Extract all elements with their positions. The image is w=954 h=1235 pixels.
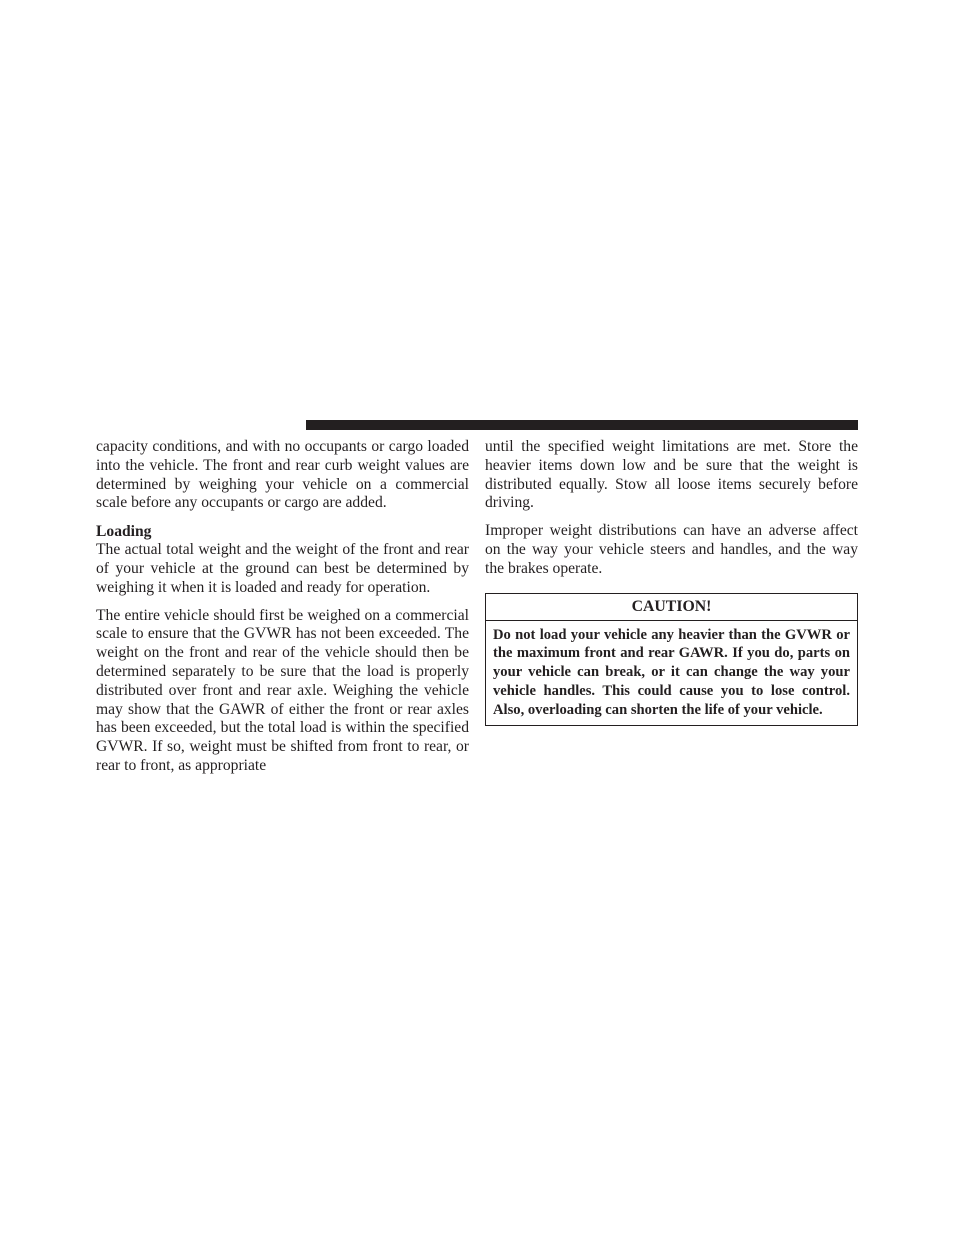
left-column	[96, 438, 469, 776]
distribution-paragraph: Improper weight distributions can have an adverse affect on the way your vehicle steers and handles, and the way the brakes operate.	[485, 522, 858, 577]
intro-paragraph: capacity conditions, and with no occupants or cargo loaded into the vehicle. The front and rear curb weight values are determined by weighing your vehicle on a commercial scale before any occupants or cargo are added.	[96, 438, 469, 512]
caution-title: CAUTION!	[486, 594, 857, 621]
continuation-paragraph: until the specified weight limitations are met. Store the heavier items down low and be sure that the weight is distributed equally. Stow all loose items securely before driving.	[485, 438, 858, 512]
loading-paragraph: The actual total weight and the weight of the front and rear of your vehicle at the ground can best be determined by weighing it when it is loaded and ready for operation.	[96, 541, 469, 596]
right-column	[485, 438, 858, 726]
caution-box	[485, 593, 858, 726]
loading-heading: Loading	[96, 523, 152, 541]
section-header-bar	[306, 420, 858, 430]
weighing-paragraph: The entire vehicle should first be weighed on a commercial scale to ensure that the GVWR has not been exceeded. The weight on the front and rear of the vehicle should then be determined separately to be sure that the load is properly distributed over front and rear axle. Weighing the vehicle may show that the GAWR of either the front or rear axles has been exceeded, but the total load is within the specified GVWR. If so, weight must be shifted from front to rear, or rear to front, as appropriate	[96, 606, 469, 774]
caution-body: Do not load your vehicle any heavier than the GVWR or the maximum front and rear GAWR. If you do, parts on your vehicle can break, or it can change the way your vehicle handles. This could cause you to lose control. Also, overloading can shorten the life of your vehicle.	[493, 626, 850, 718]
